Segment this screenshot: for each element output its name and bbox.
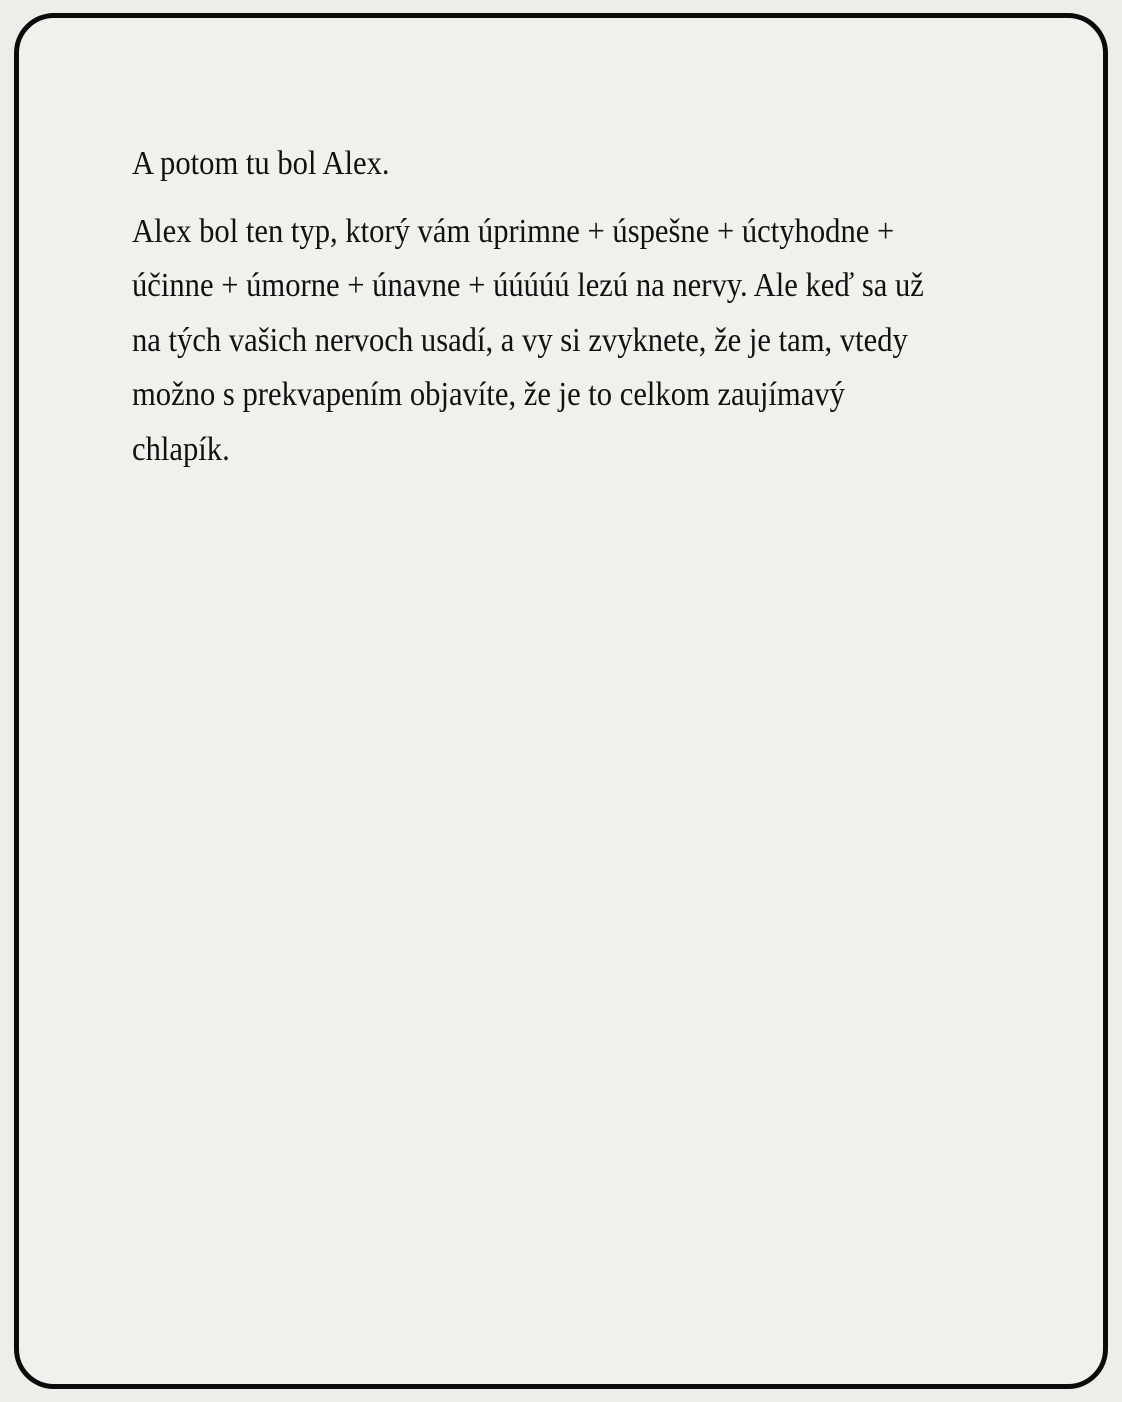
main-paragraph: Alex bol ten typ, ktorý vám úprimne + úspešne + úctyhodne + účinne + úmorne + únavne + úúúúú lezú na nervy. Ale keď sa už na tých vašich nervoch usadí, a vy si zvyknete, že je tam, vtedy možno s prekvapením objavíte, že je to celkom zaujímavý chlapík. (132, 212, 924, 468)
body-text (132, 137, 924, 477)
intro-paragraph: A potom tu bol Alex. (132, 145, 390, 182)
